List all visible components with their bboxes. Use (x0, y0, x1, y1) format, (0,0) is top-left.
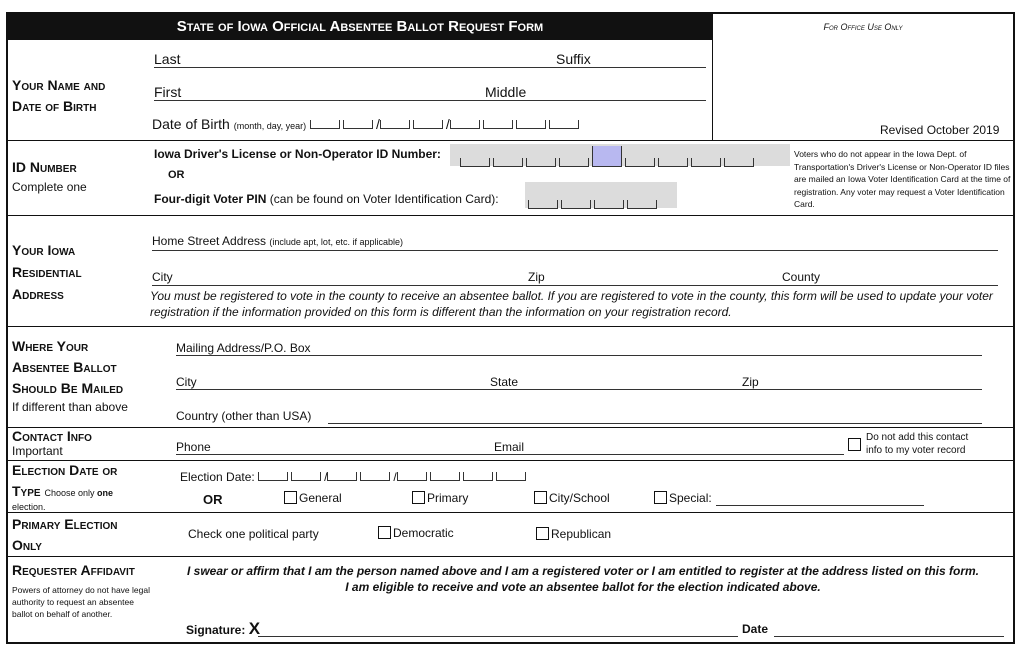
mail-city-state-zip-field[interactable] (176, 389, 982, 390)
election-date-label: Election Date: (180, 470, 255, 484)
form-title: State of Iowa Official Absentee Ballot Request Form (176, 18, 544, 35)
election-heading-line1: Election Date or (12, 462, 118, 478)
special-checkbox[interactable] (654, 491, 667, 504)
dob-field[interactable]: / / (310, 116, 582, 132)
res-zip-label: Zip (528, 270, 545, 284)
name-heading-line1: Your Name and (12, 77, 106, 93)
election-option-special[interactable] (654, 491, 712, 505)
general-checkbox[interactable] (284, 491, 297, 504)
res-city-zip-county-field[interactable] (152, 285, 998, 286)
last-name-field[interactable] (154, 67, 706, 68)
form-title-bar (8, 14, 712, 40)
res-city-label: City (152, 270, 173, 284)
street-row (152, 234, 403, 248)
mailing-address-field[interactable] (176, 355, 982, 356)
country-field[interactable] (328, 423, 982, 424)
signature-x: X (248, 619, 261, 638)
contact-sub: Important (12, 444, 63, 458)
mailing-heading-line2: Absentee Ballot (12, 359, 117, 375)
dob-label: Date of Birth (152, 116, 230, 132)
date-field[interactable] (774, 636, 1004, 637)
phone-label: Phone (176, 440, 211, 454)
pin-slots (528, 196, 660, 214)
primary-heading-line2: Only (12, 537, 42, 553)
country-label: Country (other than USA) (176, 409, 312, 423)
mailing-heading-line3: Should Be Mailed (12, 380, 124, 396)
affidavit-sub: Powers of attorney do not have legal authority to request an absentee ballot on behalf of another. (12, 585, 150, 619)
name-section-heading (12, 75, 105, 117)
last-name-label: Last (154, 51, 181, 67)
democratic-label: Democratic (393, 526, 454, 540)
election-sub-suffix: election. (12, 502, 46, 512)
id-note: Voters who do not appear in the Iowa Dept. of Transportation's Driver's License or Non-Operator ID files are mailed an Iowa Voter Identification Card at the time of registration. Any voter may request a Voter Identification Card. (794, 149, 1011, 209)
election-section-heading (12, 460, 117, 504)
party-option-republican[interactable] (536, 527, 611, 541)
phone-email-field[interactable] (176, 454, 844, 455)
election-date-field[interactable]: / / (258, 470, 529, 484)
election-heading-line2 (12, 481, 117, 504)
residence-heading-line3: Address (12, 286, 64, 302)
name-heading-line2: Date of Birth (12, 98, 97, 114)
election-option-city-school[interactable] (534, 491, 610, 505)
special-label: Special: (669, 491, 712, 505)
affidavit-text-line1: I swear or affirm that I am the person named above and I am a registered voter or I am entitled to register at the address listed on this form. (187, 564, 979, 578)
street-hint: (include apt, lot, etc. if applicable) (269, 237, 403, 247)
election-or-label: OR (203, 492, 223, 507)
signature-row (186, 619, 260, 639)
pin-hint: (can be found on Voter Identification Card): (269, 192, 499, 206)
id-section-sub: Complete one (12, 180, 87, 194)
republican-checkbox[interactable] (536, 527, 549, 540)
primary-label: Primary (427, 491, 469, 505)
signature-label: Signature: (186, 623, 246, 637)
republican-label: Republican (551, 527, 612, 541)
primary-heading-line1: Primary Election (12, 516, 118, 532)
contact-optout-checkbox[interactable] (848, 438, 861, 451)
revised-label: Revised October 2019 (880, 123, 1000, 137)
absentee-ballot-request-form (6, 12, 1015, 644)
license-label: Iowa Driver's License or Non-Operator ID Number: (154, 147, 441, 161)
democratic-checkbox[interactable] (378, 526, 391, 539)
residence-section-heading (12, 239, 82, 305)
suffix-label: Suffix (556, 51, 591, 67)
primary-section-heading (12, 514, 118, 556)
party-prompt: Check one political party (188, 527, 319, 541)
election-heading-type: Type (12, 483, 41, 499)
street-field[interactable] (152, 250, 998, 251)
election-option-primary[interactable] (412, 491, 468, 505)
optout-line2: info to my voter record (866, 445, 966, 456)
primary-checkbox[interactable] (412, 491, 425, 504)
id-section-heading: ID Number (12, 159, 77, 175)
license-slots (460, 154, 757, 172)
mail-state-label: State (490, 375, 519, 389)
election-date-row (180, 470, 529, 484)
dob-hint: (month, day, year) (233, 121, 307, 131)
email-label: Email (494, 440, 525, 454)
city-school-checkbox[interactable] (534, 491, 547, 504)
residence-heading-line2: Residential (12, 264, 82, 280)
first-name-label: First (154, 84, 182, 100)
election-sub-prefix: Choose only (44, 488, 95, 498)
residence-heading-line1: Your Iowa (12, 242, 76, 258)
pin-label: Four-digit Voter PIN (154, 192, 267, 206)
party-option-democratic[interactable] (378, 526, 454, 540)
mailing-address-label: Mailing Address/P.O. Box (176, 341, 311, 355)
signature-field[interactable] (258, 636, 738, 637)
contact-section-heading: Contact Info (12, 428, 92, 444)
residence-note: You must be registered to vote in the county to receive an absentee ballot. If you are registered to vote in the county, this form will be used to update your voter registration if the information provided on this form is different than the information on your registration record. (150, 289, 993, 319)
date-label: Date (742, 622, 769, 636)
office-use-label: For Office Use Only (823, 22, 903, 32)
res-county-label: County (782, 270, 821, 284)
mailing-section-heading (12, 336, 123, 399)
street-label: Home Street Address (152, 234, 267, 248)
general-label: General (299, 491, 342, 505)
first-name-field[interactable] (154, 100, 706, 101)
pin-row (154, 192, 499, 206)
election-option-general[interactable] (284, 491, 342, 505)
dob-row (152, 116, 582, 132)
special-election-field[interactable] (716, 505, 924, 506)
affidavit-text-line2: I am eligible to receive and vote an absentee ballot for the election indicated above. (345, 580, 821, 594)
city-school-label: City/School (549, 491, 610, 505)
mail-zip-label: Zip (742, 375, 759, 389)
mailing-sub: If different than above (12, 400, 128, 414)
contact-optout-label (866, 431, 968, 457)
id-or-label: OR (168, 169, 185, 181)
middle-name-label: Middle (485, 84, 527, 100)
optout-line1: Do not add this contact (866, 432, 969, 443)
affidavit-heading: Requester Affidavit (12, 562, 135, 578)
mailing-heading-line1: Where Your (12, 338, 89, 354)
election-sub-bold: one (97, 488, 114, 498)
mail-city-label: City (176, 375, 197, 389)
